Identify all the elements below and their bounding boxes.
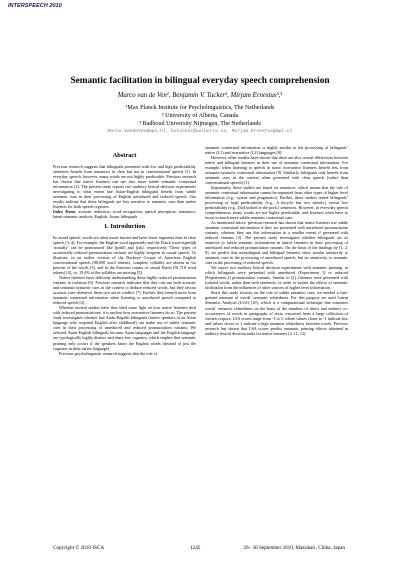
affiliation-1: ¹Max Planck Institute for Psycholinguistics, The Netherlands: [125, 105, 275, 111]
page-number: 1245: [190, 545, 201, 551]
abstract-text: Previous research suggests that bilinguals presented with low and high predictability sentences benefit from semantics in clear but not in conversational speech [1]. In everyday speech, however, many words are not highly predictable. Previous research has shown that native listeners can use also more subtle semantic contextual information [2]. The present study reports two auditory lexical decision experiments investigating to what extent late Asian-English bilinguals benefit from subtle semantic cues in their processing of English unreduced and reduced speech. Our results indicate that these bilinguals are less sensitive to semantic cues than native listeners for both speech registers.: [53, 164, 196, 210]
body-paragraph: We report two auditory lexical decision experiments with semantic priming, in which bilinguals were presented with unreduced (Experiment 1) or reduced (Experiment 2) pronunciation variants. Similar to [2], listeners were presented with isolated words, rather than with sentences, in order to isolate the effects of semantic facilitation from the influences of other sources of higher level information.: [205, 265, 348, 291]
paper-authors: Marco van de Ven¹, Benjamin V. Tucker², Mirjam Ernestus³,¹: [117, 92, 283, 99]
left-column: [53, 146, 196, 356]
affiliation-3: ³ Radboud University Nijmegen, The Netherlands: [139, 120, 261, 127]
index-terms-label: Index Terms: [53, 209, 76, 215]
body-paragraph: semantic contextual information is highly similar in the processing of bilinguals’ native (L1) and non-native (L2) languages [8].: [205, 145, 348, 156]
intro-paragraph: In casual speech, words are often much shorter and have fewer segments than in clear speech [3, 4]. For example, the English word apparently and the Dutch word eigenlijk ‘actually’ can be pronounced like [pɹ̩nli] and [ɛɪk], respectively. These types of acoustically reduced pronunciation variants are highly frequent in casual speech. To illustrate, in an earlier version of the Buckeye Corpus of American English conversational speech (88,000 word tokens), complete syllables are absent in six percent of the words [3], and in the Ernestus corpus of casual Dutch (91,718 word tokens) [4], ca. 19.4% of the syllables are missing [5].: [53, 235, 196, 276]
affiliation-2: ² University of Alberta, Canada: [161, 113, 239, 119]
intro-paragraph: Previous psycholinguistic research suggests that the role of: [59, 350, 158, 356]
body-paragraph: Since this study focuses on the role of subtle semantic cues, we needed a fine-grained measure of words’ semantic relatedness. For this purpose we used Latent Semantic Analysis (LSA) [10], which is a computational technique that estimates words’ semantic relatedness on the basis of the numbers of direct and indirect co-occurrences of words in paragraphs of texts, extracted from a large collection of written corpora. LSA scores range from -1 to 1, where values closer to -1 indicate low and values closer to 1 indicate a high semantic relatedness between words. Previous research has shown that LSA scores predict semantic priming effects obtained in auditory lexical decision tasks for native listeners [2, 11, 12].: [205, 290, 348, 336]
conference-header: INTERSPEECH 2010: [8, 3, 62, 9]
index-terms: [53, 209, 196, 219]
introduction-heading: 1. Introduction: [103, 223, 146, 231]
footer-copyright: Copyright © 2010 ISCA: [53, 545, 105, 551]
footer-venue: 26– 30 September 2010, Makuhari, Chiba, Japan: [243, 545, 345, 551]
body-paragraph: However, other studies have shown that there are also crucial differences between native and bilingual listeners in their use of semantic contextual information. For example, when listening to speech in noise, non-native listeners benefit less from semantic/syntactic contextual information [9]. Similarly, bilinguals only benefit from semantic cues in the context when presented with clear speech (rather than conversational speech) [1].: [205, 155, 348, 186]
right-column: [205, 145, 348, 336]
abstract-heading: Abstract: [112, 152, 137, 159]
intro-paragraph: Whereas several studies have thus shed some light on how native listeners deal with reduced pronunciations, it is unclear how non-native listeners do so. The present study investigates whether late Asian-English bilinguals (native speakers of an Asian language who acquired English after childhood) can make use of subtle semantic cues in their processing of unreduced and reduced pronunciation variants. We selected Asian-English bilinguals because Asian languages and the English language are typologically highly distinct and share few cognates, which implies that semantic priming only occurs if the speakers know the English words (instead of just the cognates in their native language).: [53, 305, 196, 351]
author-emails: Marco.VandeVen@mpi.nl, bvtucker@ualberta.ca, Mirjam.Ernestus@mpi.nl: [107, 129, 293, 134]
body-paragraph: As mentioned above, previous research has shown that native listeners use subtle semantic contextual information if they are presented with unreduced pronunciation variants, whereas they use this information to a smaller extent if presented with reduced variants [2]. The present study investigates whether bilinguals are as sensitive to subtle semantic information as native listeners in their processing of unreduced and reduced pronunciation variants. On the basis of the findings by [1, 2, 9], we predict that monolingual and bilingual listeners show similar sensitivity to semantic cues in the processing of unreduced speech, but no sensitivity to semantic cues in the processing of reduced speech.: [205, 220, 348, 266]
index-terms-text: : acoustic reduction, word recognition, speech perception, semantics, latent semantic analysis, English, Asian, bilinguals: [53, 209, 196, 220]
body-paragraph: Importantly, these studies are based on sentences, which means that the role of semantic contextual information cannot be separated from other types of higher level information (e.g., syntax and pragmatics). Further, these studies tested bilinguals’ processing of high predictability (e.g., A bicycle has two wheels.) versus low predictability (e.g., Dad looked at the pork.) sentences. However, in everyday speech comprehension, many words are not highly predictable, and listeners often have to resort to much more subtle semantic contextual cues.: [205, 185, 348, 221]
paper-title: Semantic facilitation in bilingual everyday speech comprehension: [70, 76, 330, 86]
intro-paragraph: Native listeners have difficulty understanding these highly reduced pronunciation variants in isolation [6]. Previous research indicates that they can use both acoustic and semantic/syntactic cues in the context to deduce reduced words, but they favour acoustic cues whenever these two are in conflict [7]. Further, they benefit more from semantic contextual information when listening to unreduced speech compared to reduced speech [2].: [53, 275, 196, 306]
